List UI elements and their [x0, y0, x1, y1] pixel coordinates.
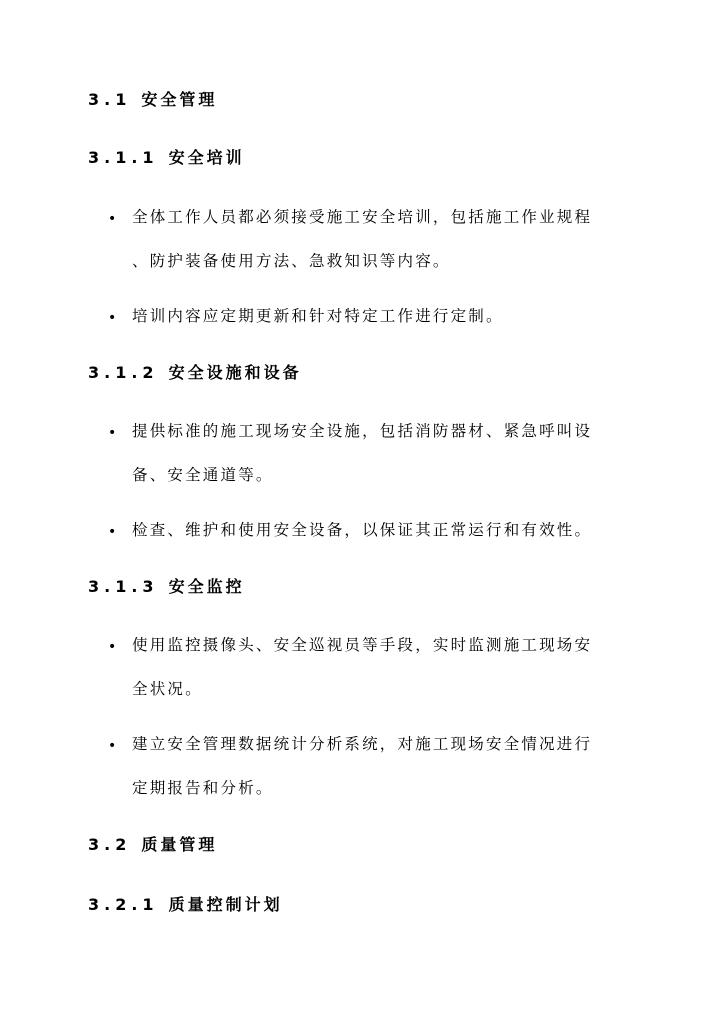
- bullet-marker: •: [108, 639, 117, 655]
- list-item-text: 检查、维护和使用安全设备，以保证其正常运行和有效性。: [132, 521, 593, 539]
- list-item-text: 定期报告和分析。: [132, 779, 274, 797]
- section-heading-3-1: [88, 90, 217, 110]
- section-number: 3.2.1: [88, 895, 159, 914]
- bullet-marker: •: [108, 310, 117, 326]
- bullet-marker: •: [108, 738, 117, 754]
- section-number: 3.1.1: [88, 148, 159, 167]
- section-title: 安全培训: [168, 148, 245, 167]
- section-title: 安全设施和设备: [168, 363, 302, 382]
- list-item-text: 全状况。: [132, 680, 203, 698]
- section-heading-3-2: [88, 835, 217, 855]
- subsection-heading-3-2-1: [88, 895, 283, 915]
- list-item-text: 培训内容应定期更新和针对特定工作进行定制。: [132, 307, 504, 325]
- section-number: 3.2: [88, 835, 132, 854]
- list-item-text: 使用监控摄像头、安全巡视员等手段，实时监测施工现场安: [132, 636, 593, 654]
- list-item-text: 全体工作人员都必须接受施工安全培训，包括施工作业规程: [132, 208, 593, 226]
- section-title: 质量控制计划: [168, 895, 283, 914]
- section-number: 3.1.2: [88, 363, 159, 382]
- bullet-marker: •: [108, 211, 117, 227]
- section-title: 质量管理: [141, 835, 218, 854]
- bullet-marker: •: [108, 425, 117, 441]
- list-item-text: 建立安全管理数据统计分析系统，对施工现场安全情况进行: [132, 735, 593, 753]
- section-number: 3.1: [88, 90, 132, 109]
- subsection-heading-3-1-3: [88, 577, 245, 597]
- bullet-marker: •: [108, 524, 117, 540]
- list-item-text: 提供标准的施工现场安全设施，包括消防器材、紧急呼叫设: [132, 422, 593, 440]
- list-item-text: 备、安全通道等。: [132, 466, 274, 484]
- list-item-text: 、防护装备使用方法、急救知识等内容。: [132, 252, 451, 270]
- subsection-heading-3-1-2: [88, 363, 302, 383]
- section-title: 安全管理: [141, 90, 218, 109]
- subsection-heading-3-1-1: [88, 148, 245, 168]
- section-title: 安全监控: [168, 577, 245, 596]
- section-number: 3.1.3: [88, 577, 159, 596]
